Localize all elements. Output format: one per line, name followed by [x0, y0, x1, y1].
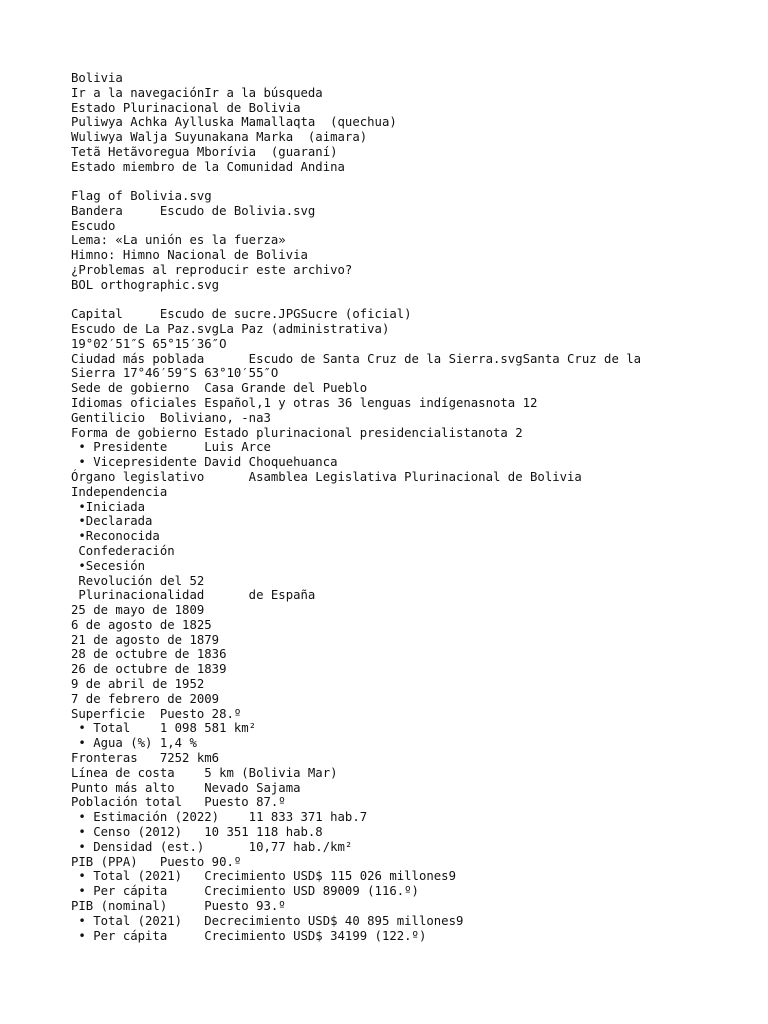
text-line: Órgano legislativo Asamblea Legislativa Plurinacional de Bolivia: [71, 469, 582, 484]
text-line: 7 de febrero de 2009: [71, 691, 220, 706]
text-line: Plurinacionalidad de España: [71, 588, 316, 603]
text-line: Gentilicio Boliviano, -na3: [71, 410, 271, 425]
text-line: • Vicepresidente David Choquehuanca: [71, 455, 338, 470]
text-line: •Secesión: [71, 558, 146, 573]
text-line: Población total Puesto 87.º: [71, 795, 286, 810]
blank-line: [71, 293, 751, 308]
text-line: Superficie Puesto 28.º: [71, 706, 242, 721]
text-line: • Presidente Luis Arce: [71, 440, 271, 455]
text-line: 21 de agosto de 1879: [71, 632, 220, 647]
text-line: 19°02′51″S 65°15′36″O: [71, 336, 227, 351]
text-line: Ir a la navegaciónIr a la búsqueda: [71, 85, 323, 100]
text-line: Revolución del 52: [71, 573, 205, 588]
text-line: Sierra 17°46′59″S 63°10′55″O: [71, 366, 279, 381]
text-line: Puliwya Achka Aylluska Mamallaqta (quechua): [71, 115, 397, 130]
text-line: 25 de mayo de 1809: [71, 603, 205, 618]
text-line: •Reconocida: [71, 529, 160, 544]
text-line: Escudo de La Paz.svgLa Paz (administrativa): [71, 321, 390, 336]
text-line: •Iniciada: [71, 499, 146, 514]
text-line: 28 de octubre de 1836: [71, 647, 227, 662]
text-line: • Total (2021) Crecimiento USD$ 115 026 millones9: [71, 869, 456, 884]
text-line: • Censo (2012) 10 351 118 hab.8: [71, 825, 323, 840]
text-line: Ciudad más poblada Escudo de Santa Cruz de la Sierra.svgSanta Cruz de la: [71, 351, 642, 366]
text-line: Flag of Bolivia.svg: [71, 189, 212, 204]
text-line: Himno: Himno Nacional de Bolivia: [71, 248, 308, 263]
text-line: ¿Problemas al reproducir este archivo?: [71, 263, 353, 278]
text-line: Estado miembro de la Comunidad Andina: [71, 159, 345, 174]
text-line: • Total 1 098 581 km²: [71, 721, 257, 736]
text-line: Fronteras 7252 km6: [71, 751, 220, 766]
text-line: • Agua (%) 1,4 %: [71, 736, 197, 751]
text-line: Sede de gobierno Casa Grande del Pueblo: [71, 381, 368, 396]
text-line: Confederación: [71, 543, 175, 558]
document-body: [71, 71, 751, 943]
text-line: Punto más alto Nevado Sajama: [71, 780, 301, 795]
text-line: Wuliwya Walja Suyunakana Marka (aimara): [71, 130, 368, 145]
text-line: Capital Escudo de sucre.JPGSucre (oficial): [71, 307, 412, 322]
text-line: PIB (nominal) Puesto 93.º: [71, 899, 286, 914]
text-line: • Total (2021) Decrecimiento USD$ 40 895 millones9: [71, 913, 464, 928]
text-line: Línea de costa 5 km (Bolivia Mar): [71, 765, 338, 780]
text-line: Lema: «La unión es la fuerza»: [71, 233, 286, 248]
text-line: Tetã Hetãvoregua Mborívia (guaraní): [71, 144, 338, 159]
text-line: BOL orthographic.svg: [71, 277, 220, 292]
text-line: Independencia: [71, 484, 168, 499]
text-line: Bolivia: [71, 71, 123, 85]
text-line: 26 de octubre de 1839: [71, 662, 227, 677]
text-line: 6 de agosto de 1825: [71, 617, 212, 632]
text-line: 9 de abril de 1952: [71, 677, 205, 692]
text-line: • Estimación (2022) 11 833 371 hab.7: [71, 810, 368, 825]
text-line: PIB (PPA) Puesto 90.º: [71, 854, 242, 869]
text-line: Forma de gobierno Estado plurinacional presidencialistanota 2: [71, 425, 523, 440]
text-line: •Declarada: [71, 514, 153, 529]
text-line: Bandera Escudo de Bolivia.svg: [71, 203, 316, 218]
text-line: Idiomas oficiales Español,1 y otras 36 lenguas indígenasnota 12: [71, 395, 538, 410]
text-line: • Per cápita Crecimiento USD$ 34199 (122.º): [71, 928, 427, 943]
text-line: Escudo: [71, 218, 116, 233]
blank-line: [71, 175, 751, 190]
text-line: • Densidad (est.) 10,77 hab./km²: [71, 839, 353, 854]
text-line: Estado Plurinacional de Bolivia: [71, 100, 301, 115]
text-line: • Per cápita Crecimiento USD 89009 (116.º): [71, 884, 419, 899]
